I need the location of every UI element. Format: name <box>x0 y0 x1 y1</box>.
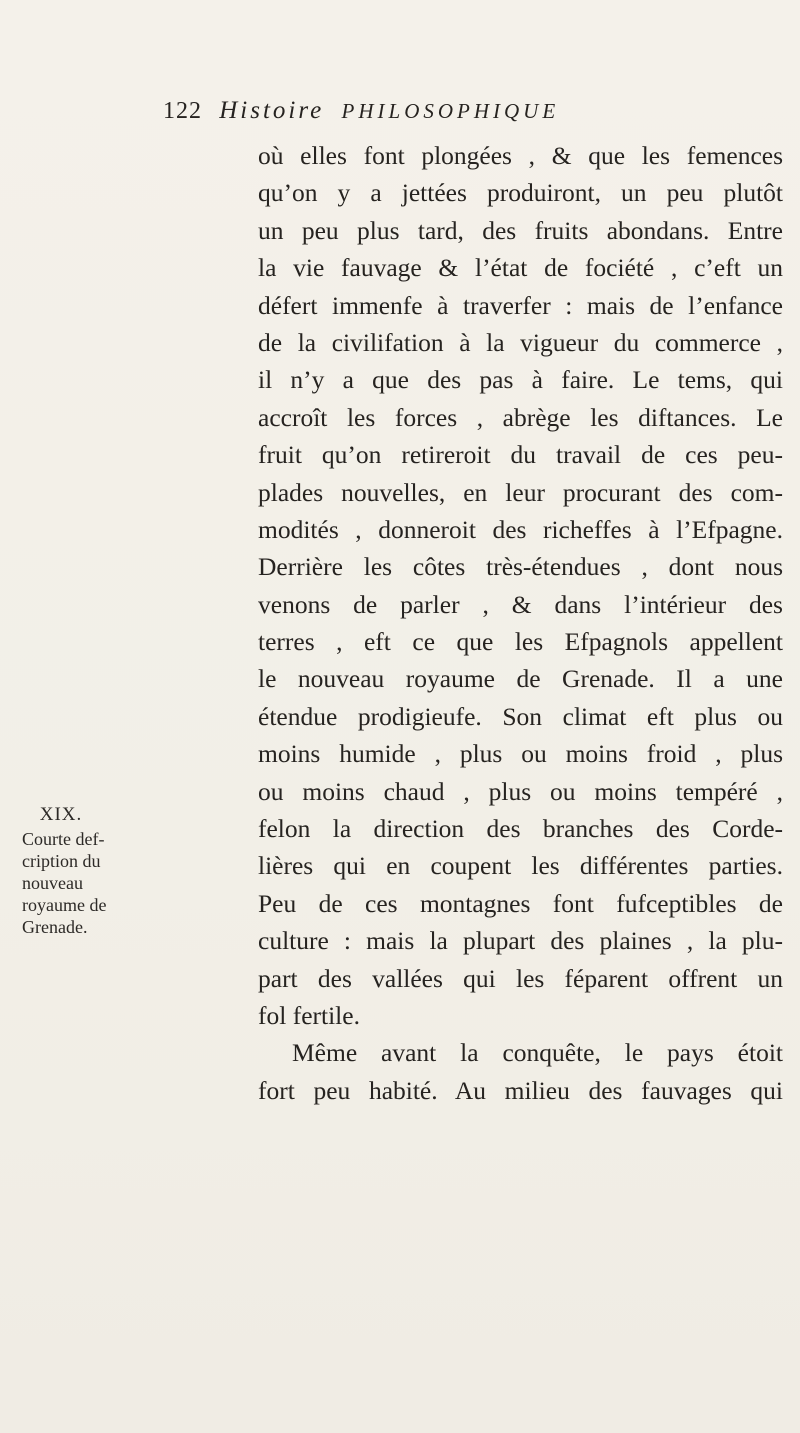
running-head <box>163 97 773 131</box>
running-subtitle: PHILOSOPHIQUE <box>341 99 560 123</box>
text-line: Derrière les côtes très-étendues , dont nous <box>258 552 783 582</box>
text-line: fruit qu’on retireroit du travail de ces peu- <box>258 440 783 470</box>
page-number: 122 <box>163 98 202 124</box>
text-line: un peu plus tard, des fruits abondans. Entre <box>258 215 783 245</box>
text-line: venons de parler , & dans l’intérieur des <box>258 589 783 619</box>
text-line: étendue prodigieufe. Son climat eft plus ou <box>258 701 783 731</box>
margin-note-line: cription du <box>22 851 101 871</box>
text-line: ou moins chaud , plus ou moins tempéré , <box>258 776 783 806</box>
text-line: qu’on y a jettées produiront, un peu plutôt <box>258 178 783 208</box>
margin-note <box>22 804 142 938</box>
text-line: plades nouvelles, en leur procurant des com- <box>258 477 783 507</box>
section-number: XIX. <box>39 804 83 825</box>
margin-note-line: Courte def- <box>22 829 105 849</box>
margin-note-line: nouveau <box>22 873 83 893</box>
text-line: accroît les forces , abrège les diftances. Le <box>258 402 783 432</box>
text-line: fol fertile. <box>258 1000 360 1030</box>
text-line: part des vallées qui les féparent offrent un <box>258 963 783 993</box>
text-line: il n’y a que des pas à faire. Le tems, qui <box>258 365 783 395</box>
text-line: Peu de ces montagnes font fufceptibles de <box>258 888 783 918</box>
margin-note-line: royaume de <box>22 895 107 915</box>
text-line: modités , donneroit des richeffes à l’Efpagne. <box>258 514 783 544</box>
text-line: lières qui en coupent les différentes parties. <box>258 851 783 881</box>
text-line: la vie fauvage & l’état de fociété , c’eft un <box>258 253 783 283</box>
text-line: terres , eft ce que les Efpagnols appellent <box>258 627 783 657</box>
running-title: Histoire <box>219 97 325 124</box>
text-line: culture : mais la plupart des plaines , la plu- <box>258 926 783 956</box>
text-line: fort peu habité. Au milieu des fauvages qui <box>258 1075 783 1105</box>
text-line: où elles font plongées , & que les femences <box>258 141 783 170</box>
text-line: défert immenfe à traverfer : mais de l’enfance <box>258 290 783 320</box>
body-text <box>258 137 783 1109</box>
text-line: felon la direction des branches des Corde- <box>258 814 783 844</box>
margin-note-line: Grenade. <box>22 917 88 937</box>
text-line: Même avant la conquête, le pays étoit <box>292 1038 783 1068</box>
text-line: de la civilifation à la vigueur du commerce , <box>258 327 783 357</box>
text-line: moins humide , plus ou moins froid , plus <box>258 739 783 769</box>
text-line: le nouveau royaume de Grenade. Il a une <box>258 664 783 694</box>
